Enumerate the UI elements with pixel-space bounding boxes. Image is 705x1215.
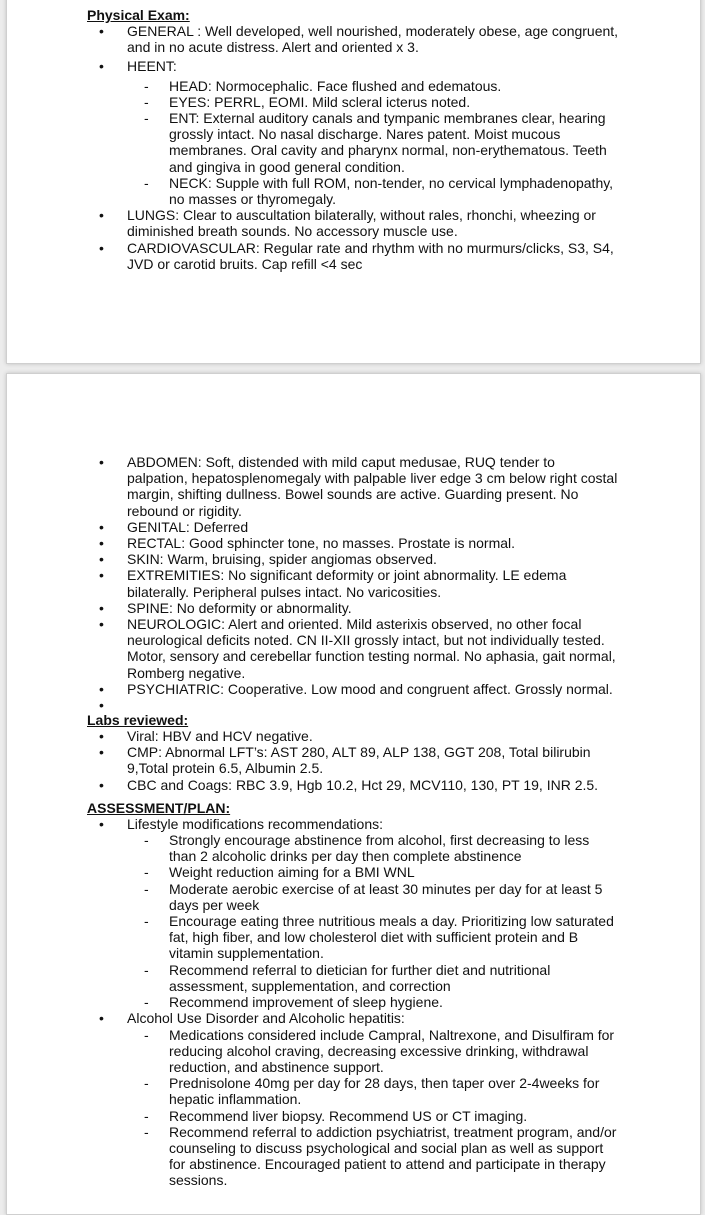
- exam-heent-label: • HEENT:: [127, 58, 619, 74]
- page-2-content: [7, 454, 700, 1189]
- assessment-heading: ASSESSMENT/PLAN:: [87, 799, 231, 816]
- assessment-list: [7, 816, 700, 1189]
- alcohol-item-prednisolone: - Prednisolone 40mg per day for 28 days, then taper over 2-4weeks for hepatic inflammation.: [169, 1075, 619, 1107]
- exam-spine: • SPINE: No deformity or abnormality.: [127, 600, 619, 616]
- labs-heading: Labs reviewed:: [87, 712, 189, 729]
- exam-lungs: • LUNGS: Clear to auscultation bilaterally, without rales, rhonchi, wheezing or diminished breath sounds. No accessory muscle use.: [127, 207, 619, 239]
- exam-heent-eyes: - EYES: PERRL, EOMI. Mild scleral icterus noted.: [169, 94, 619, 110]
- physical-exam-heading: Physical Exam:: [87, 7, 190, 23]
- document-page-1: [6, 0, 701, 364]
- alcohol-label: • Alcohol Use Disorder and Alcoholic hepatitis:: [127, 1010, 619, 1026]
- lab-cmp: • CMP: Abnormal LFT’s: AST 280, ALT 89, ALP 138, GGT 208, Total bilirubin 9,Total protein 6.5, Albumin 2.5.: [127, 744, 619, 776]
- physical-exam-list: [7, 23, 700, 272]
- exam-heent-ent: - ENT: External auditory canals and tympanic membranes clear, hearing grossly intact. No nasal discharge. Nares patent. Moist mucous membranes. Oral cavity and pharynx normal, non-erythematous. Teeth and gingiva in good general condition.: [169, 110, 619, 175]
- lifestyle-item-sleep: - Recommend improvement of sleep hygiene.: [169, 994, 619, 1010]
- page-1-content: [7, 7, 700, 272]
- exam-neurologic: • NEUROLOGIC: Alert and oriented. Mild asterixis observed, no other focal neurological deficits noted. CN II-XII grossly intact, but not individually tested. Motor, sensory and cerebellar function testing normal. No aphasia, gait normal, Romberg negative.: [127, 616, 619, 681]
- spacer: [7, 793, 700, 800]
- document-page-2: [6, 373, 701, 1215]
- exam-rectal: • RECTAL: Good sphincter tone, no masses. Prostate is normal.: [127, 535, 619, 551]
- lifestyle-item-weight: - Weight reduction aiming for a BMI WNL: [169, 864, 619, 880]
- exam-cardiovascular: • CARDIOVASCULAR: Regular rate and rhythm with no murmurs/clicks, S3, S4, JVD or carotid bruits. Cap refill <4 sec: [127, 240, 619, 272]
- lifestyle-item-meals: - Encourage eating three nutritious meals a day. Prioritizing low saturated fat, high fiber, and low cholesterol diet with sufficient protein and B vitamin supplementation.: [169, 913, 619, 962]
- exam-heent-neck: - NECK: Supple with full ROM, non-tender, no cervical lymphadenopathy, no masses or thyromegaly.: [169, 175, 619, 207]
- physical-exam-list-continued: [7, 454, 700, 712]
- labs-list: [7, 728, 700, 793]
- lifestyle-item-dietician: - Recommend referral to dietician for further diet and nutritional assessment, supplementation, and correction: [169, 962, 619, 994]
- exam-extremities: • EXTREMITIES: No significant deformity or joint abnormality. LE edema bilaterally. Peripheral pulses intact. No varicosities.: [127, 567, 619, 599]
- lifestyle-label: • Lifestyle modifications recommendations:: [127, 816, 619, 832]
- exam-general: • GENERAL : Well developed, well nourished, moderately obese, age congruent, and in no acute distress. Alert and oriented x 3.: [127, 23, 619, 55]
- exam-psychiatric: • PSYCHIATRIC: Cooperative. Low mood and congruent affect. Grossly normal.: [127, 681, 619, 697]
- empty-bullet: [127, 697, 619, 712]
- lab-cbc: • CBC and Coags: RBC 3.9, Hgb 10.2, Hct 29, MCV110, 130, PT 19, INR 2.5.: [127, 777, 619, 793]
- exam-genital: • GENITAL: Deferred: [127, 519, 619, 535]
- alcohol-item-medications: - Medications considered include Campral, Naltrexone, and Disulfiram for reducing alcohol craving, decreasing excessive drinking, withdrawal reduction, and abstinence support.: [169, 1027, 619, 1076]
- lifestyle-item-abstinence: - Strongly encourage abstinence from alcohol, first decreasing to less than 2 alcoholic drinks per day then complete abstinence: [169, 832, 619, 864]
- alcohol-item-referral: - Recommend referral to addiction psychiatrist, treatment program, and/or counseling to discuss psychological and social plan as well as support for abstinence. Encouraged patient to attend and participate in therapy sessions.: [169, 1124, 619, 1189]
- exam-abdomen: • ABDOMEN: Soft, distended with mild caput medusae, RUQ tender to palpation, hepatosplenomegaly with palpable liver edge 3 cm below right costal margin, shifting dullness. Bowel sounds are active. Guarding present. No rebound or rigidity.: [127, 454, 619, 519]
- exam-skin: • SKIN: Warm, bruising, spider angiomas observed.: [127, 551, 619, 567]
- lifestyle-item-exercise: - Moderate aerobic exercise of at least 30 minutes per day for at least 5 days per week: [169, 881, 619, 913]
- lab-viral: • Viral: HBV and HCV negative.: [127, 728, 619, 744]
- alcohol-item-biopsy: - Recommend liver biopsy. Recommend US or CT imaging.: [169, 1108, 619, 1124]
- exam-heent-head: - HEAD: Normocephalic. Face flushed and edematous.: [169, 78, 619, 94]
